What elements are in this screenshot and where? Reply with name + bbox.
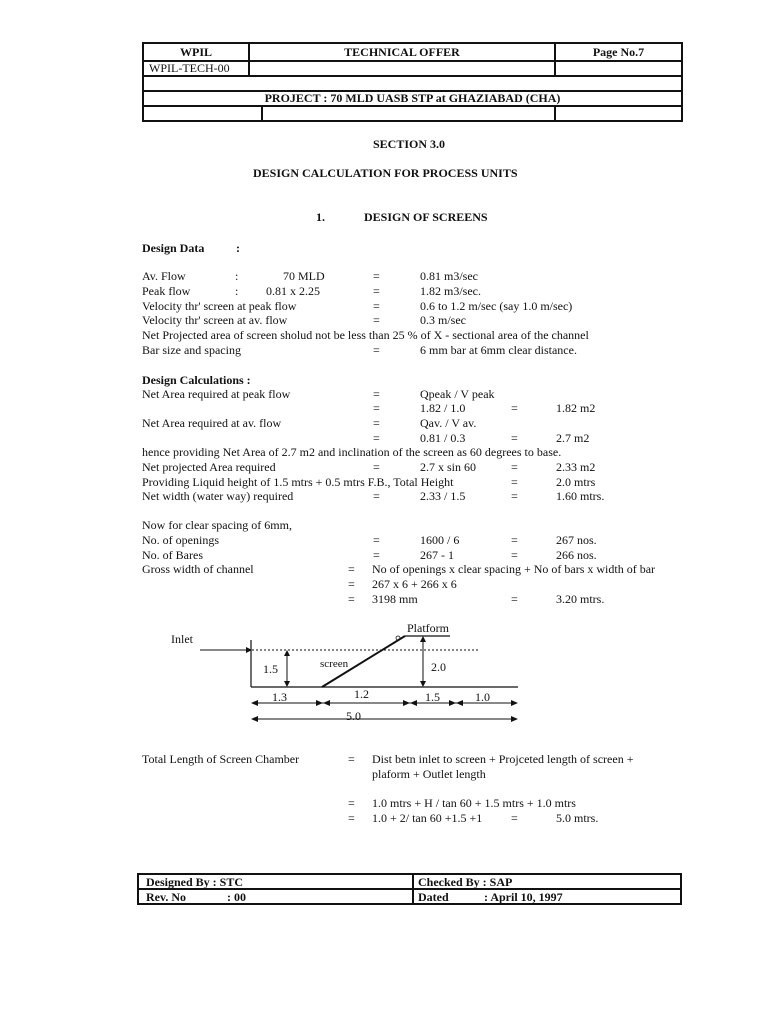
spacing-equals: = <box>348 562 355 576</box>
spacing-equals: = <box>348 577 355 591</box>
data-equals: = <box>373 284 380 298</box>
spacing-equals: = <box>348 592 355 606</box>
total-result: 5.0 mtrs. <box>556 811 599 825</box>
calc-note: hence providing Net Area of 2.7 m2 and inclination of the screen as 60 degrees to base. <box>142 445 562 459</box>
spacing-intro: Now for clear spacing of 6mm, <box>142 518 292 532</box>
total-equals: = <box>511 811 518 825</box>
calc-equals: = <box>373 489 380 503</box>
screen-label: screen <box>320 658 349 670</box>
dimension-label: 1.2 <box>354 687 369 701</box>
arrow-head <box>284 650 290 656</box>
calc-label: Providing Liquid height of 1.5 mtrs + 0.5 mtrs F.B., Total Height <box>142 475 454 489</box>
total-line: 1.0 + 2/ tan 60 +1.5 +1 <box>372 811 483 825</box>
data-colon: : <box>235 269 239 283</box>
spacing-label: No. of openings <box>142 533 219 547</box>
calc-equals: = <box>511 431 518 445</box>
footer-divider <box>412 875 414 903</box>
data-label: Velocity thr' screen at peak flow <box>142 299 297 313</box>
data-equals: = <box>373 269 380 283</box>
dimension-label: 1.3 <box>272 690 287 704</box>
dated-label: Dated <box>418 890 449 904</box>
arrow-head <box>420 681 426 687</box>
spacing-equals: = <box>511 592 518 606</box>
arrow-head <box>449 700 456 706</box>
company-name: WPIL <box>179 45 212 59</box>
spacing-result: 266 nos. <box>556 548 597 562</box>
liquid-height-label: 1.5 <box>263 662 278 676</box>
arrow-head <box>403 700 410 706</box>
calc-result: 1.82 m2 <box>556 401 596 415</box>
page-number: Page No.7 <box>592 45 645 59</box>
total-dimension-label: 5.0 <box>346 709 361 723</box>
spacing-expression: 267 x 6 + 266 x 6 <box>372 577 457 591</box>
total-line: Dist betn inlet to screen + Projceted length of screen + <box>372 752 634 766</box>
arrow-head <box>251 700 258 706</box>
dimension-label: 1.5 <box>425 690 440 704</box>
arrow-head <box>456 700 463 706</box>
total-equals: = <box>348 796 355 810</box>
footer-table <box>137 873 682 905</box>
arrow-head <box>511 716 518 722</box>
data-label: Av. Flow <box>142 269 186 283</box>
inlet-label: Inlet <box>171 632 193 646</box>
spacing-label: No. of Bares <box>142 548 203 562</box>
calc-expression: 1.82 / 1.0 <box>420 401 466 415</box>
dimension-label: 1.0 <box>475 690 490 704</box>
total-length-label: Total Length of Screen Chamber <box>142 752 300 766</box>
data-equals: = <box>373 299 380 313</box>
data-colon: : <box>235 284 239 298</box>
spacing-expression: 267 - 1 <box>420 548 454 562</box>
platform-label: Platform <box>407 621 449 635</box>
data-label: Peak flow <box>142 284 191 298</box>
checked-by: Checked By : SAP <box>418 875 513 889</box>
data-value: 6 mm bar at 6mm clear distance. <box>420 343 577 357</box>
calc-equals: = <box>373 460 380 474</box>
data-input: 0.81 x 2.25 <box>266 284 320 298</box>
calc-result: 2.7 m2 <box>556 431 590 445</box>
spacing-equals: = <box>511 548 518 562</box>
calc-expression: 2.7 x sin 60 <box>420 460 477 474</box>
data-value: 0.6 to 1.2 m/sec (say 1.0 m/sec) <box>420 299 573 313</box>
section-title: SECTION 3.0 <box>373 137 446 151</box>
arrow-head <box>410 700 417 706</box>
designed-by: Designed By : STC <box>146 875 244 889</box>
spacing-equals: = <box>511 533 518 547</box>
revision-value: : 00 <box>227 890 246 904</box>
arrow-head <box>323 700 330 706</box>
spacing-expression: 1600 / 6 <box>420 533 460 547</box>
calc-equals: = <box>373 416 380 430</box>
arrow-head <box>316 700 323 706</box>
calc-equals: = <box>511 460 518 474</box>
data-value: 0.3 m/sec <box>420 313 466 327</box>
design-data-heading: Design Data <box>142 241 205 255</box>
calc-equals: = <box>511 489 518 503</box>
calc-label: Net Area required at av. flow <box>142 416 282 430</box>
spacing-equals: = <box>373 548 380 562</box>
revision-label: Rev. No <box>146 890 186 904</box>
section-subtitle: DESIGN CALCULATION FOR PROCESS UNITS <box>253 166 518 180</box>
calc-expression: 2.33 / 1.5 <box>420 489 466 503</box>
arrow-head <box>284 681 290 687</box>
calc-expression: 0.81 / 0.3 <box>420 431 466 445</box>
spacing-equals: = <box>373 533 380 547</box>
data-label: Velocity thr' screen at av. flow <box>142 313 288 327</box>
item-title: DESIGN OF SCREENS <box>364 210 488 224</box>
calc-equals: = <box>373 431 380 445</box>
calc-result: 2.0 mtrs <box>556 475 596 489</box>
total-equals: = <box>348 752 355 766</box>
project-title: PROJECT : 70 MLD UASB STP at GHAZIABAD (CHA) <box>264 91 561 105</box>
item-number: 1. <box>316 210 325 224</box>
spacing-result: 3.20 mtrs. <box>556 592 605 606</box>
calc-result: 2.33 m2 <box>556 460 596 474</box>
total-equals: = <box>348 811 355 825</box>
calc-equals: = <box>511 475 518 489</box>
calc-result: 1.60 mtrs. <box>556 489 605 503</box>
data-input: 70 MLD <box>283 269 325 283</box>
calc-label: Net projected Area required <box>142 460 276 474</box>
calc-equals: = <box>511 401 518 415</box>
design-data-colon: : <box>236 241 240 255</box>
arrow-head <box>511 700 518 706</box>
spacing-result: 267 nos. <box>556 533 597 547</box>
total-line: 1.0 mtrs + H / tan 60 + 1.5 mtrs + 1.0 mtrs <box>372 796 576 810</box>
calc-label: Net width (water way) required <box>142 489 294 503</box>
calc-expression: Qpeak / V peak <box>420 387 495 401</box>
data-label: Bar size and spacing <box>142 343 241 357</box>
data-value: 1.82 m3/sec. <box>420 284 481 298</box>
calc-equals: = <box>373 401 380 415</box>
spacing-label: Gross width of channel <box>142 562 254 576</box>
arrow-head <box>420 636 426 642</box>
total-line: plaform + Outlet length <box>372 767 486 781</box>
total-height-label: 2.0 <box>431 660 446 674</box>
calc-equals: = <box>373 387 380 401</box>
spacing-expression: 3198 mm <box>372 592 418 606</box>
dated-value: : April 10, 1997 <box>484 890 563 904</box>
calc-expression: Qav. / V av. <box>420 416 477 430</box>
calc-label: Net Area required at peak flow <box>142 387 291 401</box>
calculations-heading: Design Calculations : <box>142 373 251 387</box>
spacing-expression: No of openings x clear spacing + No of bars x width of bar <box>372 562 656 576</box>
data-note: Net Projected area of screen sholud not be less than 25 % of X - sectional area of the channel <box>142 328 589 342</box>
data-equals: = <box>373 343 380 357</box>
data-equals: = <box>373 313 380 327</box>
arrow-head <box>251 716 258 722</box>
document-code: WPIL-TECH-00 <box>149 61 230 75</box>
document-title: TECHNICAL OFFER <box>344 45 460 59</box>
data-value: 0.81 m3/sec <box>420 269 478 283</box>
